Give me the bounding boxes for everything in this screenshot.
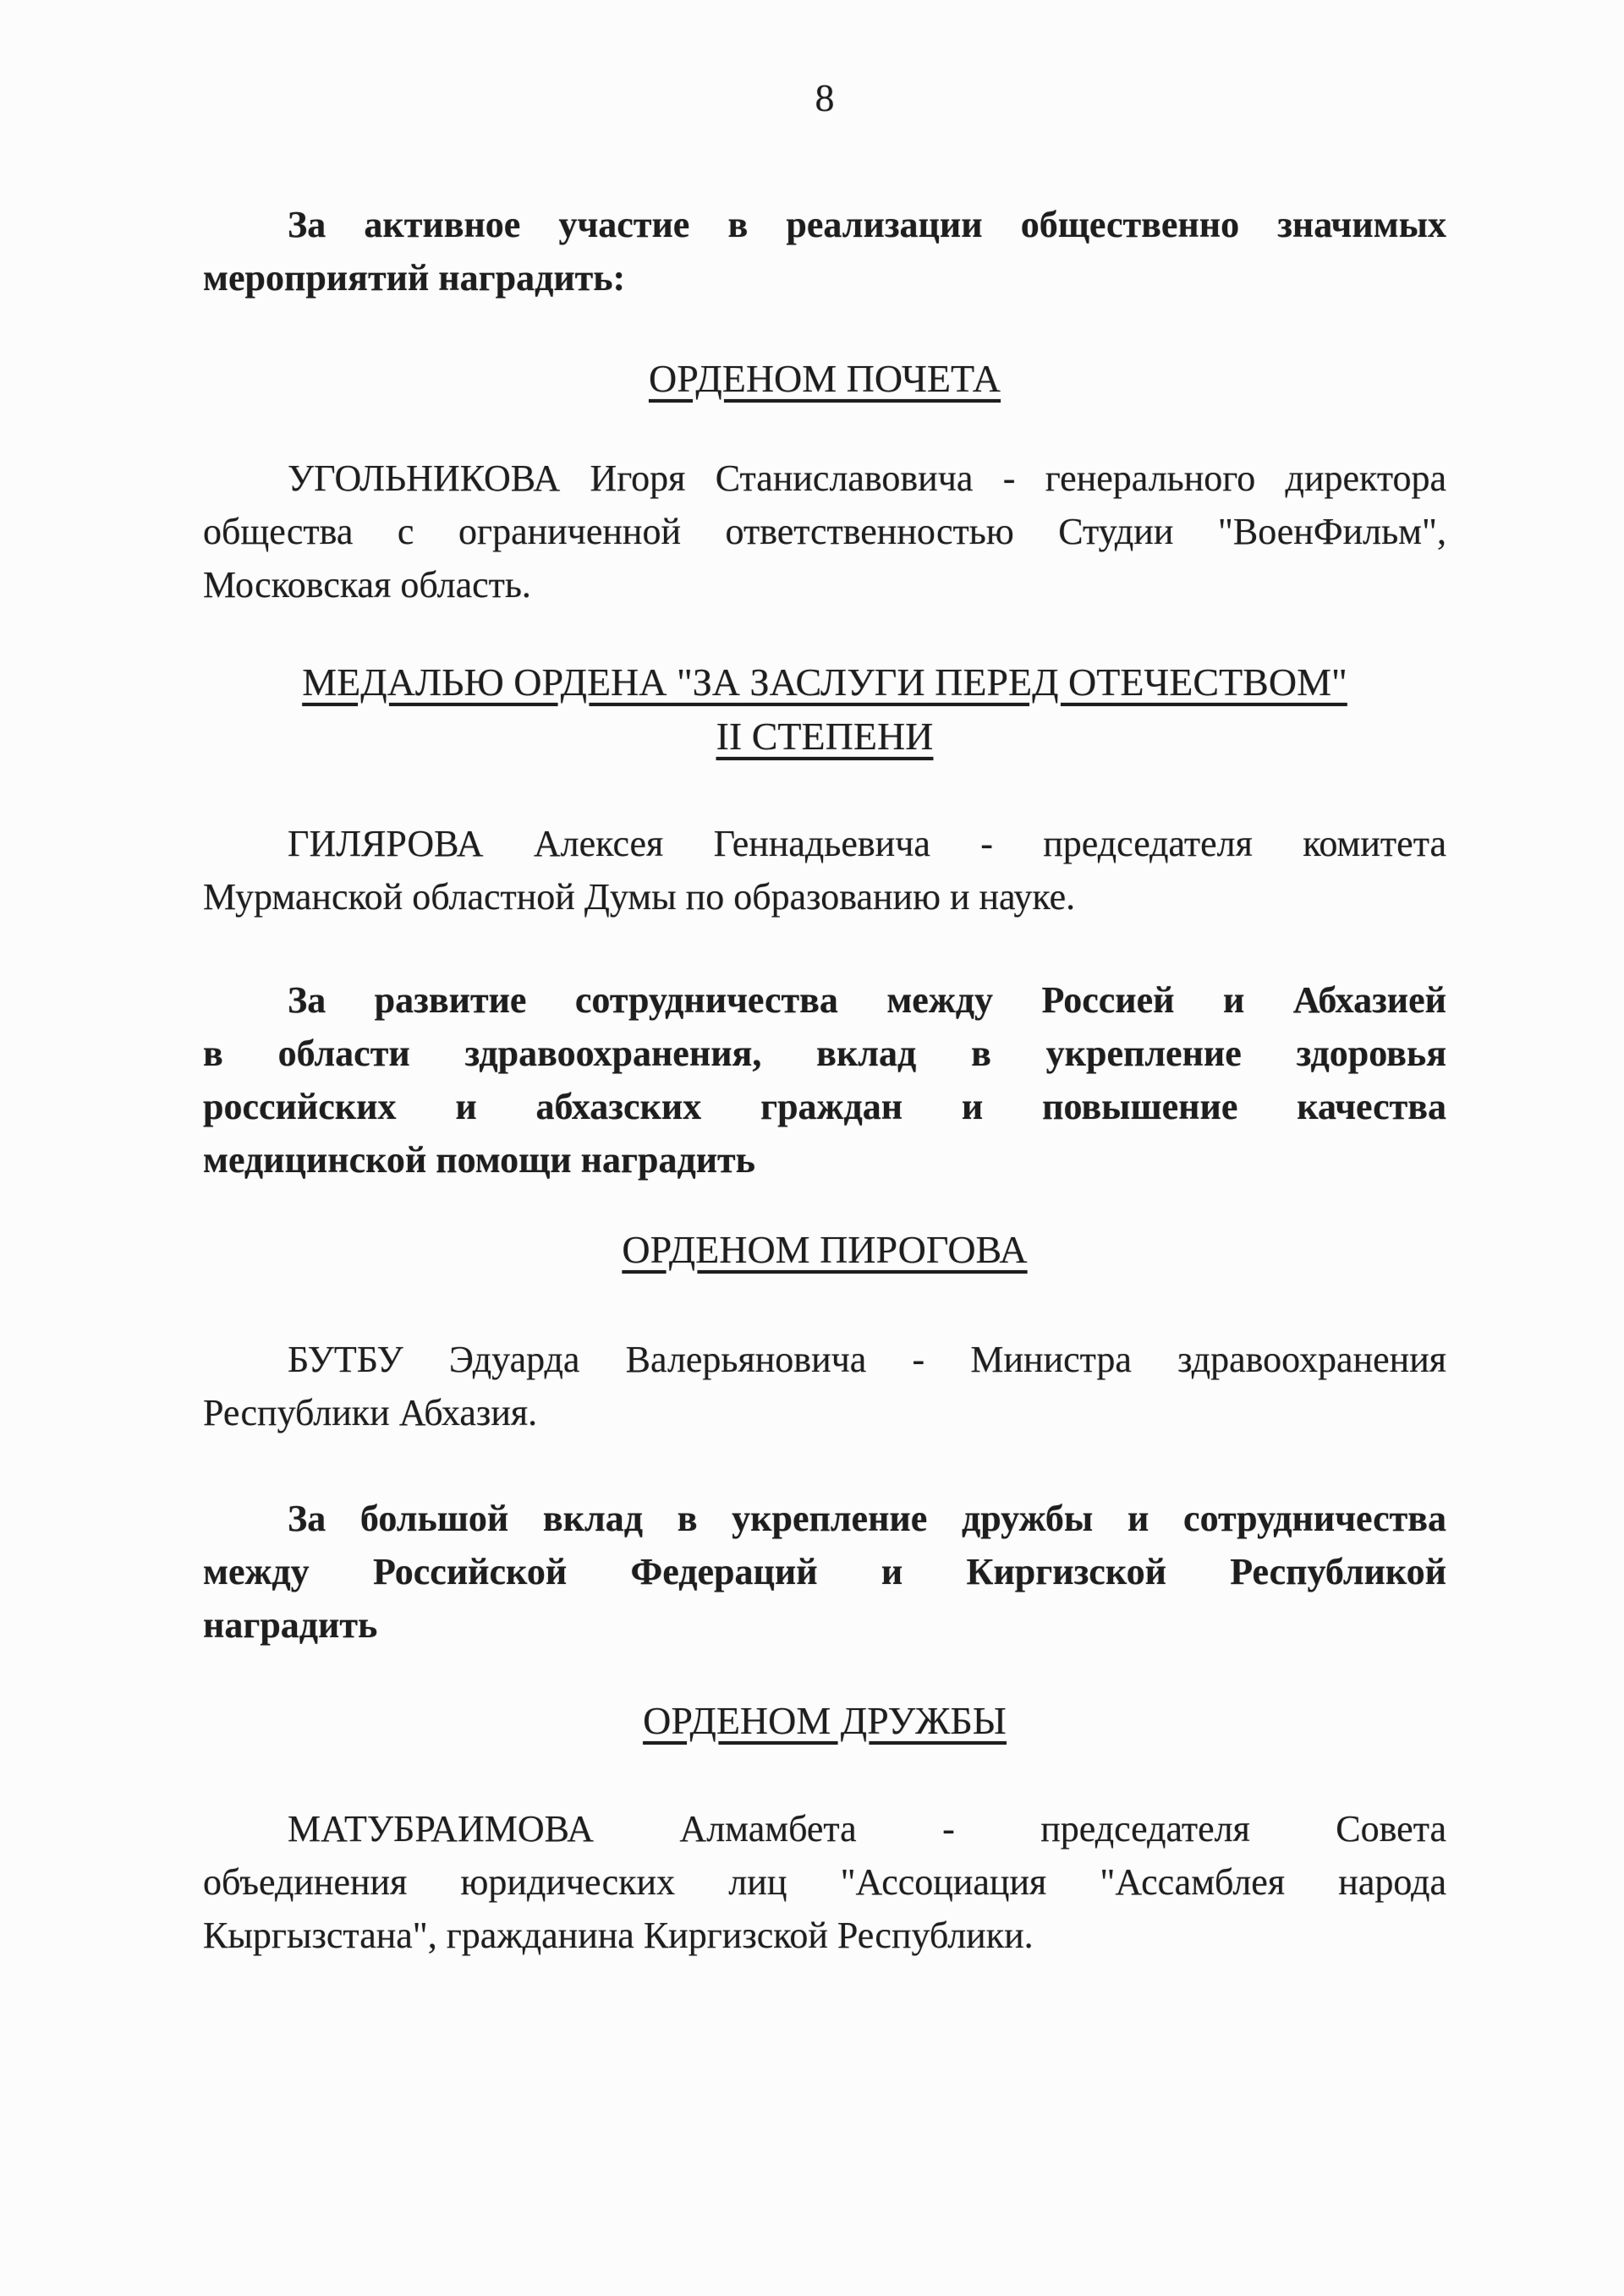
text-line: российских и абхазских граждан и повышение качества — [203, 1086, 1446, 1127]
order-druzhby-heading — [203, 1694, 1446, 1748]
heading-text: МЕДАЛЬЮ ОРДЕНА "ЗА ЗАСЛУГИ ПЕРЕД ОТЕЧЕСТВОМ" — [302, 660, 1347, 704]
order-pocheta-heading — [203, 352, 1446, 406]
text-line: общества с ограниченной ответственностью Студии "ВоенФильм", — [203, 511, 1446, 552]
heading-line — [203, 352, 1446, 406]
recipient-butbu-paragraph — [203, 1333, 1446, 1439]
razvitie-award-paragraph — [203, 973, 1446, 1186]
recipient-ugolnikov-paragraph — [203, 452, 1446, 611]
text-line: Республики Абхазия. — [203, 1392, 538, 1433]
page-content — [203, 76, 1446, 1962]
heading-text: ОРДЕНОМ ПОЧЕТА — [649, 357, 1001, 400]
heading-line — [203, 1223, 1446, 1277]
text-line: За активное участие в реализации общественно значимых — [288, 204, 1446, 245]
text-line: Московская область. — [203, 564, 531, 606]
bolshoy-vklad-award-paragraph — [203, 1492, 1446, 1652]
page-number: 8 — [815, 76, 835, 119]
intro-award-paragraph — [203, 198, 1446, 304]
text-line: МАТУБРАИМОВА Алмамбета - председателя Совета — [288, 1808, 1446, 1849]
text-line: За развитие сотрудничества между Россией и Абхазией — [288, 979, 1446, 1021]
medal-za-zaslugi-heading — [203, 655, 1446, 764]
heading-text: II СТЕПЕНИ — [716, 715, 934, 758]
recipient-matubraimov-paragraph — [203, 1802, 1446, 1962]
text-line: УГОЛЬНИКОВА Игоря Станиславовича - генерального директора — [288, 458, 1446, 499]
heading-text: ОРДЕНОМ ПИРОГОВА — [622, 1228, 1028, 1271]
text-line: ГИЛЯРОВА Алексея Геннадьевича - председателя комитета — [288, 823, 1446, 864]
heading-line — [203, 710, 1446, 764]
heading-line — [203, 655, 1446, 710]
text-line: медицинской помощи наградить — [203, 1139, 755, 1181]
heading-text: ОРДЕНОМ ДРУЖБЫ — [643, 1699, 1007, 1742]
text-line: между Российской Федераций и Киргизской Республикой — [203, 1551, 1446, 1592]
text-line: За большой вклад в укрепление дружбы и сотрудничества — [288, 1498, 1446, 1539]
text-line: Кыргызстана", гражданина Киргизской Республики. — [203, 1915, 1034, 1956]
heading-line — [203, 1694, 1446, 1748]
text-line: БУТБУ Эдуарда Валерьяновича - Министра здравоохранения — [288, 1339, 1446, 1380]
order-pirogova-heading — [203, 1223, 1446, 1277]
text-line: объединения юридических лиц "Ассоциация "Ассамблея народа — [203, 1861, 1446, 1903]
text-line: в области здравоохранения, вклад в укрепление здоровья — [203, 1033, 1446, 1074]
text-line: мероприятий наградить: — [203, 257, 626, 299]
text-line: наградить — [203, 1604, 378, 1646]
text-line: Мурманской областной Думы по образованию и науке. — [203, 876, 1076, 918]
recipient-gilyarov-paragraph — [203, 817, 1446, 923]
